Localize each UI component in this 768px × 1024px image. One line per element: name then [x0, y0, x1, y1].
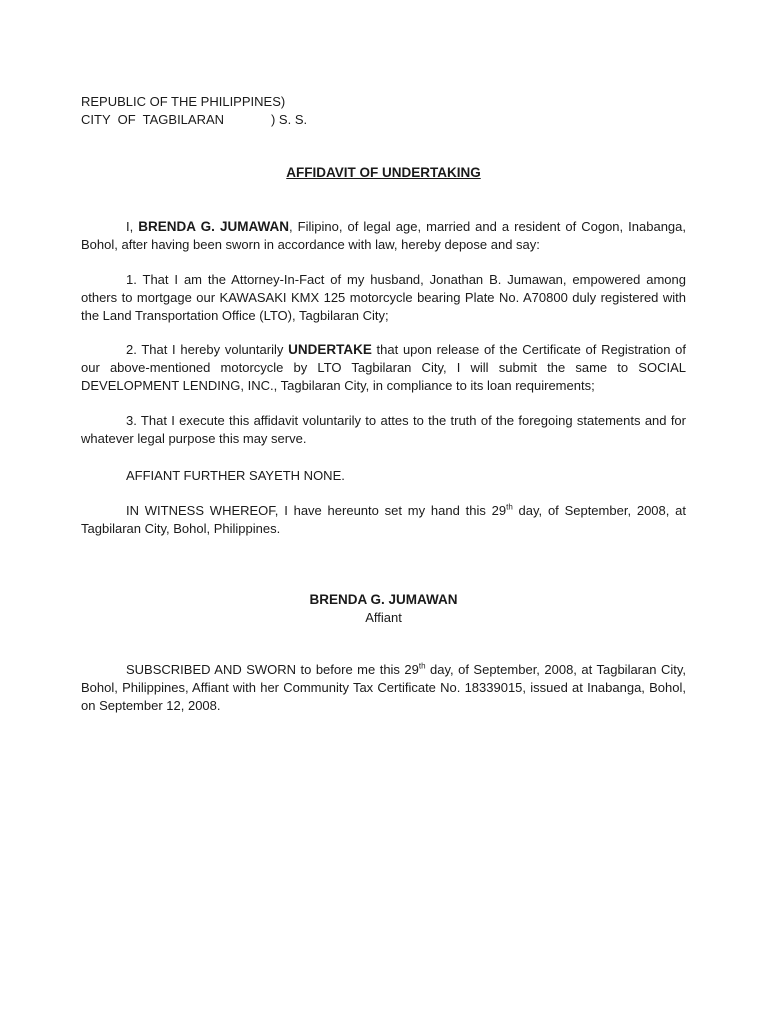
para2-prefix: 2. That I hereby voluntarily — [126, 342, 289, 357]
intro-rest: , Filipino, of legal age, married and a resident of Cogon, Inabanga, Bohol, after having been sworn in accordance with law, hereby depose and say: — [81, 219, 686, 252]
paragraph-2 — [81, 341, 686, 395]
intro-paragraph — [81, 218, 686, 254]
sworn-ordinal: th — [418, 661, 426, 671]
venue-republic: REPUBLIC OF THE PHILIPPINES) — [81, 94, 286, 109]
affiant-name-inline: BRENDA G. JUMAWAN — [138, 219, 290, 234]
sworn-rest: day, of September, 2008, at Tagbilaran City, Bohol, Philippines, Affiant with her Community Tax Certificate No. 18339015, issued at Inabanga, Bohol, on September 12, 2008. — [81, 662, 686, 713]
paragraph-1: 1. That I am the Attorney-In-Fact of my husband, Jonathan B. Jumawan, empowered among others to mortgage our KAWASAKI KMX 125 motorcycle bearing Plate No. A70800 duly registered with the Land Transportation Office (LTO), Tagbilaran City; — [81, 272, 686, 323]
signatory-name: BRENDA G. JUMAWAN — [309, 592, 458, 607]
signatory-role: Affiant — [365, 610, 402, 625]
further-sayeth-none: AFFIANT FURTHER SAYETH NONE. — [126, 468, 345, 483]
paragraph-3: 3. That I execute this affidavit voluntarily to attes to the truth of the foregoing statements and for whatever legal purpose this may serve. — [81, 413, 686, 446]
jurat-paragraph — [81, 661, 686, 715]
venue-block — [81, 93, 686, 129]
intro-prefix: I, — [126, 219, 139, 234]
para2-rest: that upon release of the Certificate of Registration of our above-mentioned motorcycle by LTO Tagbilaran City, I will submit the same to SOCIAL DEVELOPMENT LENDING, INC., Tagbilaran City, in compliance to its loan requirements; — [81, 342, 686, 393]
document-title: AFFIDAVIT OF UNDERTAKING — [286, 165, 481, 180]
signature-block — [81, 591, 686, 627]
witness-rest: day, of September, 2008, at Tagbilaran City, Bohol, Philippines. — [81, 503, 686, 536]
witness-paragraph — [81, 502, 686, 538]
witness-ordinal: th — [506, 502, 513, 512]
undertake-keyword: UNDERTAKE — [288, 342, 372, 357]
venue-city: CITY OF TAGBILARAN ) S. S. — [81, 112, 308, 127]
witness-prefix: IN WITNESS WHEREOF, I have hereunto set my hand this 29 — [126, 503, 507, 518]
sworn-prefix: SUBSCRIBED AND SWORN to before me this 29 — [126, 662, 419, 677]
